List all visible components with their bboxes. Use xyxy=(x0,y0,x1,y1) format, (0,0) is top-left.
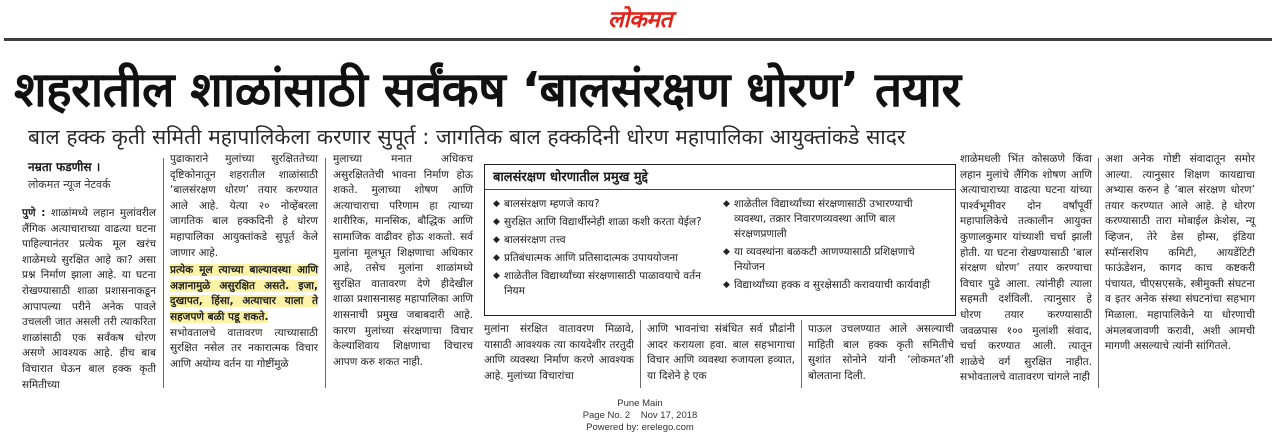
keypoint-item: ◆ बालसंरक्षण म्हणजे काय? xyxy=(493,198,600,210)
byline-agency: लोकमत न्यूज नेटवर्क xyxy=(28,178,111,191)
diamond-bullet-icon: ◆ xyxy=(723,199,730,209)
byline-reporter: नम्रता फडणीस । xyxy=(28,160,101,174)
article-column-7 xyxy=(960,152,1092,386)
column-separator xyxy=(640,320,641,388)
keypoint-item: ◆ शाळेतील विद्यार्थ्यांच्या संरक्षणासाठी पाळावयाचे वर्तन नियम xyxy=(493,270,701,297)
keypoint-item: ◆ या व्यवस्थांना बळकटी आणण्यासाठी प्रशिक्षणाचे नियोजन xyxy=(723,246,915,273)
column-1-text: शाळांमध्ये लहान मुलांवरील लैंगिक अत्याचाराच्या वाढत्या घटना पाहिल्यानंतर प्रत्येक मूल खरंच शाळेमध्ये सुरक्षित आहे का? असा प्रश्न निर्माण झाला आहे. या घटना रोखण्यासाठी शाळा प्रशासनाकडून आपापल्या परीने अनेक पावले उचलली जात असली तरी त्याकरिता शाळांसाठी एक सर्वंकष धोरण असणे आवश्यक आहे. हीच बाब विचारात घेऊन बाल हक्क कृती समितीच्या xyxy=(22,207,156,391)
keypoints-right-list xyxy=(723,197,945,296)
keypoint-item: ◆ सुरक्षित आणि विद्यार्थीस्नेही शाळा कशी करता येईल? xyxy=(493,216,702,228)
article-column-6 xyxy=(808,322,954,384)
column-separator xyxy=(1098,158,1099,388)
footer-page-date: Page No. 2 Nov 17, 2018 xyxy=(582,410,698,421)
dateline: पुणे : xyxy=(22,207,46,219)
keypoint-item: ◆ विद्यार्थ्यांच्या हक्क व सुरक्षेसाठी करावयाची कार्यवाही xyxy=(723,279,931,291)
subheadline: बाल हक्क कृती समिती महापालिकेला करणार सुपूर्त : जागतिक बाल हक्कदिनी धोरण महापालिका आयुक्तांकडे सादर xyxy=(28,125,906,149)
column-6-text: पाऊल उचलण्यात आले असल्याची माहिती बाल हक्क कृती समितीचे सुशांत सोनोने यांनी ‘लोकमत’शी बोलताना दिली. xyxy=(808,323,954,382)
keypoint-item: ◆ बालसंरक्षण तत्त्व xyxy=(493,234,566,246)
column-2-text: पुढाकाराने मुलांच्या सुरक्षिततेच्या दृष्टिकोनातून शहरातील शाळांसाठी ‘बालसंरक्षण धोरण’ तयार करण्यात आले आहे. येत्या २० नोव्हेंबरला जागतिक बाल हक्कदिनी हे धोरण महापालिका आयुक्तांकडे सुपूर्त केले जाणार आहे. xyxy=(170,153,318,259)
column-7-text: शाळेमधली भिंत कोसळणे किंवा लहान मुलांचे लैंगिक शोषण आणि अत्याचाराच्या वाढत्या घटना यांच्या पार्श्वभूमीवर दोन वर्षांपूर्वी महापालिकेचे तत्कालीन आयुक्त कुणालकुमार यांच्याशी चर्चा झाली होती. या घटना रोखण्यासाठी ‘बाल संरक्षण धोरण’ तयार करण्याचा विचार पुढे आला. त्यांनीही त्याला सहमती दर्शविली. त्यानुसार हे धोरण तयार करण्यासाठी जवळपास १०० मुलांशी संवाद, चर्चा करण्यात आली. त्यातून शाळेचे वर्ग सुरक्षित नाहीत. सभोवतालचे वातावरण चांगले नाही xyxy=(960,153,1092,384)
diamond-bullet-icon: ◆ xyxy=(723,280,730,290)
diamond-bullet-icon: ◆ xyxy=(493,235,500,245)
diamond-bullet-icon: ◆ xyxy=(493,271,500,281)
keypoints-box xyxy=(484,164,956,316)
column-4-text: मुलांना संरक्षित वातावरण मिळावे, यासाठी आवश्यक त्या कायदेशीर तरतुदी आणि व्यवस्था निर्माण करणे आवश्यक आहे. मुलांच्या विचारांचा xyxy=(484,323,634,382)
column-separator xyxy=(163,158,164,388)
column-3-text: मुलाच्या मनात अधिकच असुरक्षिततेची भावना निर्माण होऊ शकते. मुलाच्या शोषण आणि अत्याचाराचा परिणाम हा त्याच्या शारीरिक, मानसिक, बौद्धिक आणि सामाजिक वाढीवर होऊ शकतो. सर्व मुलांना मूलभूत शिक्षणाचा अधिकार आहे, तसेच मुलांना शाळांमध्ये सुरक्षित वातावरण देणे हीदेखील शाळा प्रशासनासह महापालिका आणि शासनाची प्रमुख जबाबदारी आहे. कारण मुलांच्या संरक्षणाचा विचार केल्याशिवाय शिक्षणाचा विचारच आपण करु शकत नाही. xyxy=(333,153,473,368)
footer-powered-by: Powered by: erelego.com xyxy=(586,422,694,433)
column-2-text-cont: सभोवतालचे वातावरण त्याच्यासाठी सुरक्षित नसेल तर नकारात्मक विचार आणि अयोग्य वर्तन या गोष्टींमुळे xyxy=(170,326,318,370)
pull-quote: प्रत्येक मूल त्याच्या बाल्यावस्था आणि अज्ञानामुळे असुरक्षित असते. इजा, दुखापत, हिंसा, अत्याचार याला ते सहजपणे बळी पडू शकते. xyxy=(170,264,318,323)
diamond-bullet-icon: ◆ xyxy=(493,253,500,263)
diamond-bullet-icon: ◆ xyxy=(493,199,500,209)
article-column-4 xyxy=(484,322,634,384)
keypoint-item: ◆ शाळेतील विद्यार्थ्यांच्या संरक्षणासाठी उभारण्याची व्यवस्था, तक्रार निवारणव्यवस्था आणि बाल संरक्षणप्रणाली xyxy=(723,198,913,240)
keypoints-left-list xyxy=(493,197,707,302)
article-column-1 xyxy=(22,206,156,393)
keypoints-title: बालसंरक्षण धोरणातील प्रमुख मुद्दे xyxy=(485,165,955,190)
column-separator xyxy=(325,158,326,388)
column-8-text: अशा अनेक गोष्टी संवादातून समोर आल्या. त्यानुसार शिक्षण कायद्याचा अभ्यास करुन हे ‘बाल संरक्षण धोरण’ तयार करण्यात आले आहे. हे धोरण करण्यासाठी तारा मोबाईल क्रेशेस, न्यू व्हिजन, तेरे डेस होम्स, इंडिया स्पॉन्सरशिप कमिटी, आयडेंटिटी फाऊंडेशन, कागद काच कष्टकरी पंचायत, चीएसएसके, स्त्रीमुक्ती संघटना व इतर अनेक संस्था संघटनांचा सहभाग मिळाला. महापालिकेने या धोरणाची अंमलबजावणी करावी, अशी आमची मागणी असल्याचे त्यांनी सांगितले. xyxy=(1105,153,1255,353)
masthead-logo: लोकमत xyxy=(607,7,673,33)
top-divider xyxy=(4,38,1272,41)
diamond-bullet-icon: ◆ xyxy=(493,217,500,227)
footer-edition: Pune Main xyxy=(617,398,663,409)
diamond-bullet-icon: ◆ xyxy=(723,247,730,257)
column-5-text: आणि भावनांचा संबंधित सर्व प्रौढांनी आदर करायला हवा. बाल सहभागाचा विचार आणि व्यवस्था रुजायला हव्यात, या दिशेने हे एक xyxy=(647,323,795,382)
article-column-2 xyxy=(170,152,318,372)
headline: शहरातील शाळांसाठी सर्वंकष ‘बालसंरक्षण धोरण’ तयार xyxy=(14,62,961,118)
article-column-8 xyxy=(1105,152,1255,355)
article-column-3 xyxy=(333,152,473,370)
keypoint-item: ◆ प्रतिबंधात्मक आणि प्रतिसादात्मक उपाययोजना xyxy=(493,252,678,264)
column-separator xyxy=(801,320,802,388)
article-column-5 xyxy=(647,322,795,384)
